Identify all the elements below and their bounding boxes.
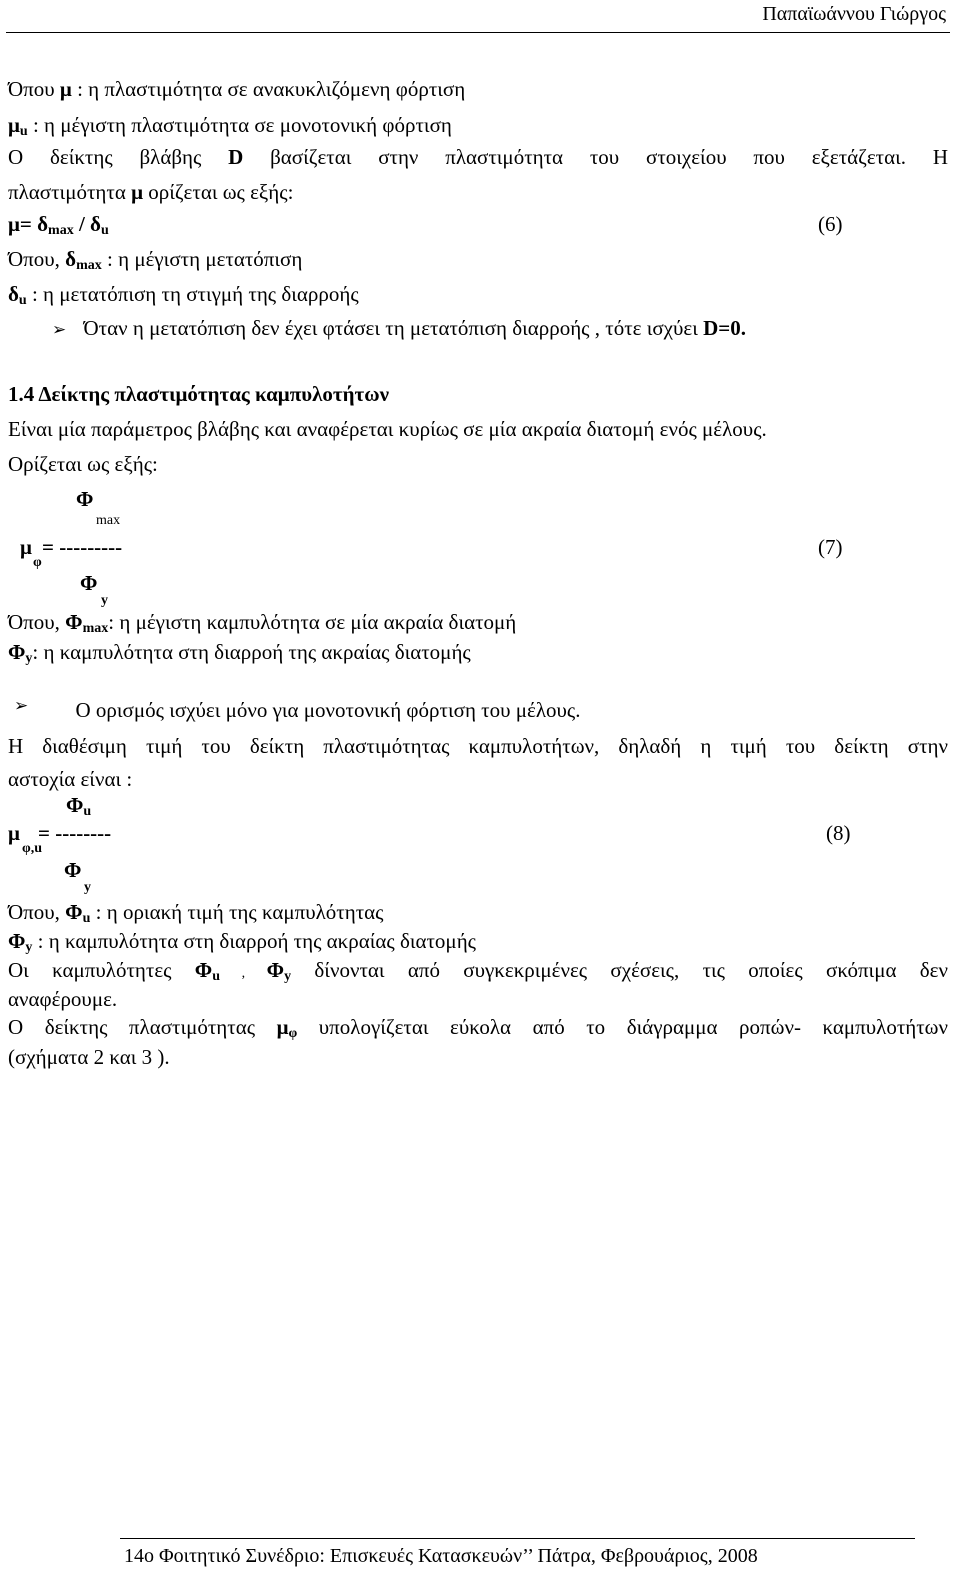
figures-reference: (σχήματα 2 και 3 ). xyxy=(8,1045,170,1069)
eq7-lhs: μ xyxy=(20,535,32,559)
header-rule xyxy=(6,32,950,33)
ductility-definition-line: πλαστιμότητα μ ορίζεται ως εξής: xyxy=(8,180,294,204)
definition-phi-y: Φy: η καμπυλότητα στη διαρροή της ακραίας διατομής xyxy=(8,640,471,666)
definition-phi-max: Όπου, Φmax: η μέγιστη καμπυλότητα σε μία ακραία διατομή xyxy=(8,610,517,636)
curvatures-line-end: αναφέρουμε. xyxy=(8,987,118,1011)
footer-rule xyxy=(120,1538,915,1539)
eq7-fraction-bar: = --------- xyxy=(42,535,123,559)
curvatures-line: Οι καμπυλότητες Φu , Φy δίνονται από συγκεκριμένες σχέσεις, τις οποίες σκόπιμα δεν xyxy=(8,958,948,984)
bullet-item-1: ➢ Όταν η μετατόπιση δεν έχει φτάσει τη μετατόπιση διαρροής , τότε ισχύει D=0. xyxy=(52,316,746,340)
eq8-numerator: Φu xyxy=(66,793,92,819)
page-footer: 14o Φοιτητικό Συνέδριο: Επισκευές Κατασκευών’’ Πάτρα, Φεβρουάριος, 2008 xyxy=(124,1545,758,1567)
page-header: Παπαϊωάννου Γιώργος xyxy=(762,3,946,25)
ductility-index-line: Ο δείκτης πλαστιμότητας μφ υπολογίζεται εύκολα από το διάγραμμα ροπών- καμπυλοτήτων xyxy=(8,1015,949,1041)
eq8-denominator-sub: y xyxy=(84,880,91,895)
paragraph-3-line-2: αστοχία είναι : xyxy=(8,767,133,791)
definition-mu-u: μu : η μέγιστη πλαστιμότητα σε μονοτονική φόρτιση xyxy=(8,113,452,139)
eq8-lhs: μ xyxy=(8,821,20,845)
eq8-lhs-sub: φ,u xyxy=(22,841,43,856)
eq8-denominator: Φ xyxy=(64,858,82,882)
equation-6: μ= δmax / δu xyxy=(8,212,109,238)
equation-7-number: (7) xyxy=(818,535,843,559)
arrow-bullet-icon: ➢ xyxy=(14,696,29,715)
paragraph-2-line-1: Είναι μία παράμετρος βλάβης και αναφέρεται κυρίως σε μία ακραία διατομή ενός μέλους. xyxy=(8,417,767,441)
eq7-numerator-sub: max xyxy=(96,513,121,528)
eq7-denominator-sub: y xyxy=(101,593,108,608)
damage-index-line: Ο δείκτης βλάβης D βασίζεται στην πλαστιμότητα του στοιχείου που εξετάζεται. Η xyxy=(8,145,948,169)
definition-mu: Όπου μ : η πλαστιμότητα σε ανακυκλιζόμενη φόρτιση xyxy=(8,77,466,101)
eq7-numerator: Φ xyxy=(76,487,94,511)
definition-phi-u: Όπου, Φu : η οριακή τιμή της καμπυλότητας xyxy=(8,900,384,926)
paragraph-3-line-1: Η διαθέσιμη τιμή του δείκτη πλαστιμότητας καμπυλοτήτων, δηλαδή η τιμή του δείκτη στην xyxy=(8,734,948,758)
equation-8-number: (8) xyxy=(826,821,851,845)
arrow-bullet-icon: ➢ xyxy=(52,320,67,339)
equation-6-number: (6) xyxy=(818,212,843,236)
eq8-fraction-bar: = -------- xyxy=(38,821,112,845)
definition-phi-y-2: Φy : η καμπυλότητα στη διαρροή της ακραίας διατομής xyxy=(8,929,476,955)
eq7-lhs-sub: φ xyxy=(33,555,42,570)
section-title: 1.4 Δείκτης πλαστιμότητας καμπυλοτήτων xyxy=(8,382,389,406)
eq7-denominator: Φ xyxy=(80,571,98,595)
definition-delta-u: δu : η μετατόπιση τη στιγμή της διαρροής xyxy=(8,282,359,308)
definition-delta-max: Όπου, δmax : η μέγιστη μετατόπιση xyxy=(8,247,303,273)
paragraph-2-line-2: Ορίζεται ως εξής: xyxy=(8,452,158,476)
bullet-item-2: ➢ Ο ορισμός ισχύει μόνο για μονοτονική φόρτιση του μέλους. xyxy=(14,696,581,722)
